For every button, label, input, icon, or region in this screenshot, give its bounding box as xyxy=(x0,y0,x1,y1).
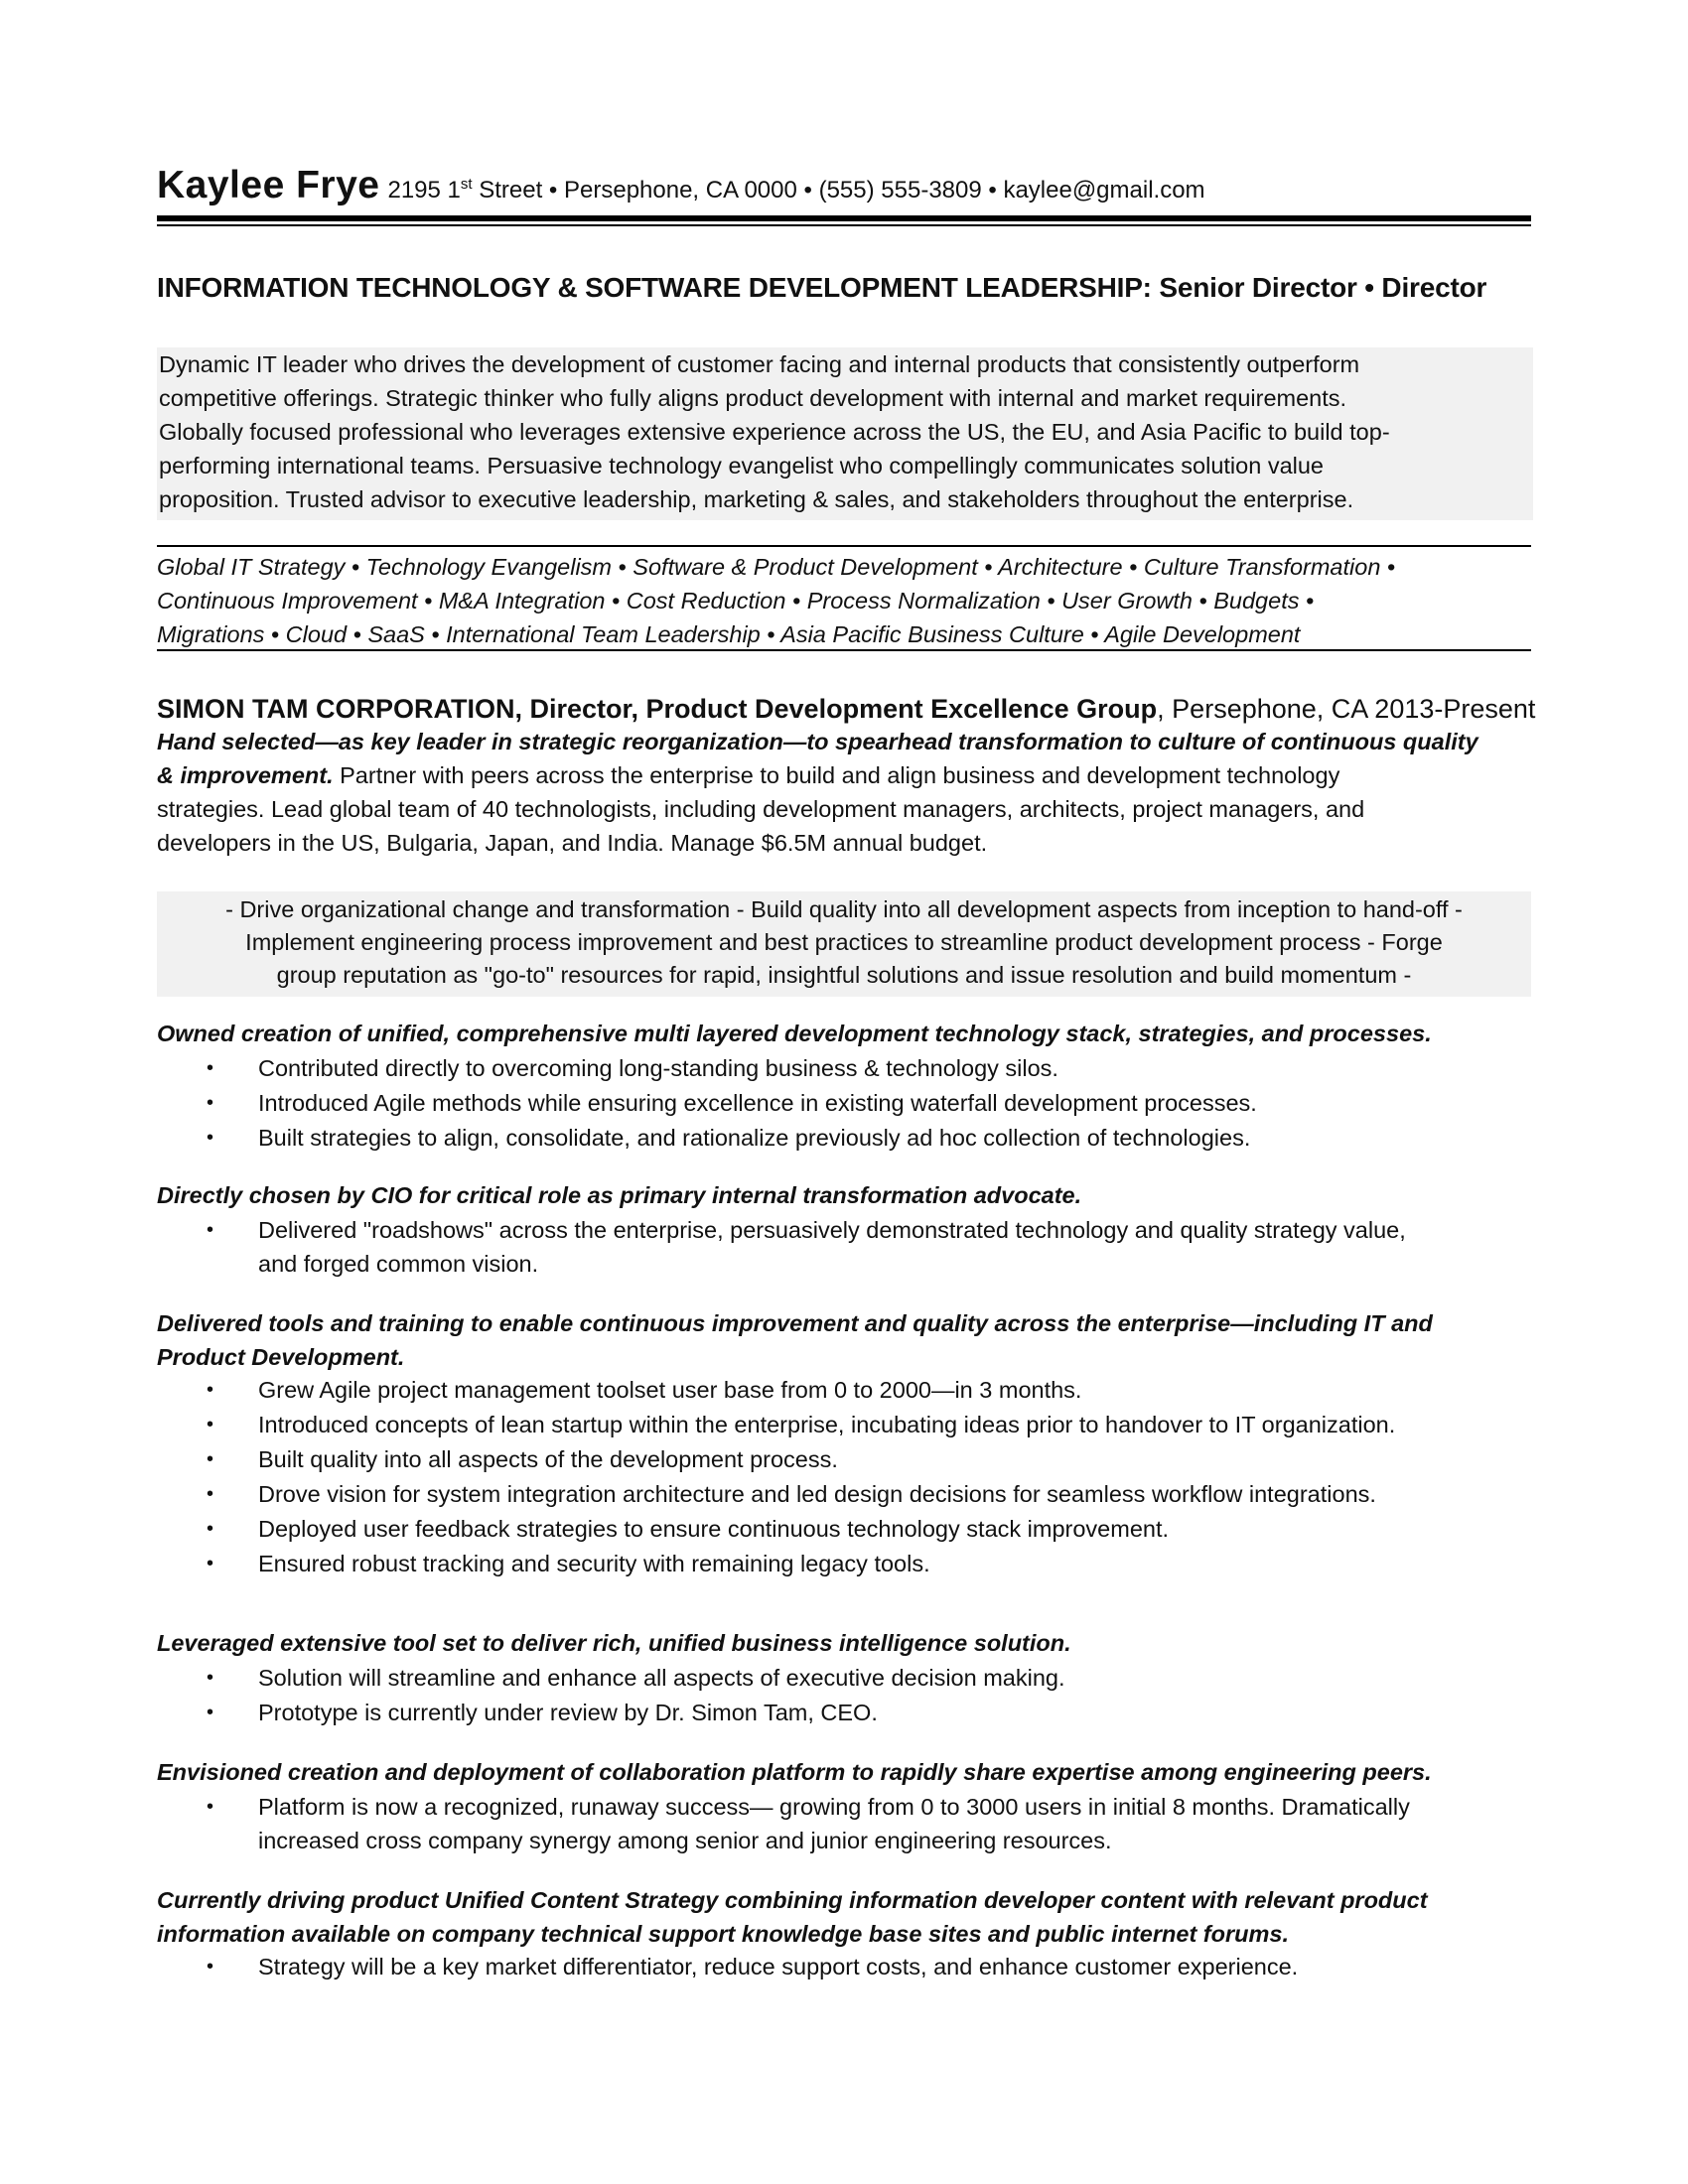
section-lead: Leveraged extensive tool set to deliver rich, unified business intelligence solution. xyxy=(157,1630,1071,1656)
list-item: • Strategy will be a key market differentiator, reduce support costs, and enhance customer experience. xyxy=(157,1950,1531,1984)
job-intro-line: Hand selected—as key leader in strategic reorganization—to spearhead transformation to culture of continuous quality xyxy=(157,729,1478,754)
bullet-icon: • xyxy=(207,1518,214,1540)
bullet-list xyxy=(157,1790,1531,1857)
bullet-icon: • xyxy=(207,1448,214,1470)
bullet-icon: • xyxy=(207,1414,214,1435)
summary-line: Globally focused professional who leverages extensive experience across the US, the EU, and Asia Pacific to build top- xyxy=(159,419,1390,445)
job-intro xyxy=(157,725,1531,860)
bullet-list xyxy=(157,1373,1531,1581)
bullet-icon: • xyxy=(207,1379,214,1401)
list-item: • Deployed user feedback strategies to ensure continuous technology stack improvement. xyxy=(157,1512,1531,1547)
job-heading xyxy=(157,689,1536,729)
section-lead: Product Development. xyxy=(157,1344,405,1370)
list-item: • Platform is now a recognized, runaway success— growing from 0 to 3000 users in initial 8 months. Dramatically increased cross company synergy among senior and junior engineering resources. xyxy=(157,1790,1531,1857)
accomplishment-section xyxy=(157,1306,1531,1581)
accomplishment-section xyxy=(157,1178,1531,1281)
accomplishment-section xyxy=(157,1626,1531,1730)
list-item: • Introduced concepts of lean startup within the enterprise, incubating ideas prior to handover to IT organization. xyxy=(157,1408,1531,1442)
bullet-icon: • xyxy=(207,1702,214,1723)
list-item: • Grew Agile project management toolset user base from 0 to 2000—in 3 months. xyxy=(157,1373,1531,1408)
section-lead: Delivered tools and training to enable continuous improvement and quality across the enterprise—including IT and xyxy=(157,1310,1433,1336)
section-lead: Currently driving product Unified Content Strategy combining information developer content with relevant product xyxy=(157,1887,1428,1913)
summary-line: Dynamic IT leader who drives the development of customer facing and internal products that consistently outperform xyxy=(159,351,1360,377)
list-item: • Drove vision for system integration architecture and led design decisions for seamless workflow integrations. xyxy=(157,1477,1531,1512)
accomplishment-section xyxy=(157,1017,1531,1156)
section-lead: Owned creation of unified, comprehensive multi layered development technology stack, strategies, and processes. xyxy=(157,1021,1432,1046)
bullet-icon: • xyxy=(207,1092,214,1114)
summary-line: proposition. Trusted advisor to executive leadership, marketing & sales, and stakeholders throughout the enterprise. xyxy=(159,486,1354,512)
band-line: group reputation as "go-to" resources for rapid, insightful solutions and issue resolution and build momentum - xyxy=(276,962,1412,988)
job-title: SIMON TAM CORPORATION, Director, Product Development Excellence Group xyxy=(157,694,1158,724)
accomplishment-section xyxy=(157,1755,1531,1857)
keywords-line: Continuous Improvement • M&A Integration • Cost Reduction • Process Normalization • User Growth • Budgets • xyxy=(157,588,1315,614)
list-item: • Ensured robust tracking and security with remaining legacy tools. xyxy=(157,1547,1531,1581)
professional-headline: INFORMATION TECHNOLOGY & SOFTWARE DEVELOPMENT LEADERSHIP: Senior Director • Director xyxy=(157,272,1487,303)
header-rule-thick xyxy=(157,215,1531,221)
list-item: • Solution will streamline and enhance all aspects of executive decision making. xyxy=(157,1661,1531,1696)
bullet-icon: • xyxy=(207,1127,214,1149)
section-lead: Directly chosen by CIO for critical role as primary internal transformation advocate. xyxy=(157,1182,1082,1208)
list-item: • Built strategies to align, consolidate, and rationalize previously ad hoc collection of technologies. xyxy=(157,1121,1531,1156)
summary-line: performing international teams. Persuasive technology evangelist who compellingly communicates solution value xyxy=(159,453,1325,478)
list-item: • Introduced Agile methods while ensuring excellence in existing waterfall development processes. xyxy=(157,1086,1531,1121)
contact-info: 2195 1st Street • Persephone, CA 0000 • (555) 555-3809 • kaylee@gmail.com xyxy=(387,176,1205,204)
keywords-rule-bottom xyxy=(157,649,1531,651)
bullet-icon: • xyxy=(207,1219,214,1241)
list-item: • Contributed directly to overcoming long-standing business & technology silos. xyxy=(157,1051,1531,1086)
bullet-icon: • xyxy=(207,1057,214,1079)
bullet-list xyxy=(157,1950,1531,1984)
bullet-list xyxy=(157,1051,1531,1156)
bullet-icon: • xyxy=(207,1483,214,1505)
accomplishment-section xyxy=(157,1883,1531,1984)
bullet-list xyxy=(157,1213,1531,1281)
header-rule-thin xyxy=(157,224,1531,226)
section-lead: information available on company technical support knowledge base sites and public internet forums. xyxy=(157,1921,1289,1947)
list-item: • Built quality into all aspects of the development process. xyxy=(157,1442,1531,1477)
highlights-band xyxy=(157,891,1531,997)
summary-line: competitive offerings. Strategic thinker who fully aligns product development with internal and market requirements. xyxy=(159,385,1347,411)
job-intro-line: strategies. Lead global team of 40 technologists, including development managers, architects, project managers, and xyxy=(157,796,1365,822)
bullet-icon: • xyxy=(207,1553,214,1574)
bullet-icon: • xyxy=(207,1956,214,1978)
summary-block xyxy=(157,347,1533,520)
job-location-dates: , Persephone, CA 2013-Present xyxy=(1157,694,1536,724)
keywords-rule-top xyxy=(157,545,1531,547)
job-intro-line: developers in the US, Bulgaria, Japan, and India. Manage $6.5M annual budget. xyxy=(157,830,988,856)
candidate-name: Kaylee Frye xyxy=(157,164,380,206)
contact-header xyxy=(157,157,1531,221)
bullet-icon: • xyxy=(207,1796,214,1818)
section-lead: Envisioned creation and deployment of collaboration platform to rapidly share expertise among engineering peers. xyxy=(157,1759,1432,1785)
bullet-list xyxy=(157,1661,1531,1730)
keywords-line: Migrations • Cloud • SaaS • International Team Leadership • Asia Pacific Business Culture • Agile Development xyxy=(157,621,1301,647)
bullet-icon: • xyxy=(207,1667,214,1689)
band-line: - Drive organizational change and transformation - Build quality into all development aspects from inception to hand-off - xyxy=(225,896,1463,922)
keywords-line: Global IT Strategy • Technology Evangelism • Software & Product Development • Architecture • Culture Transformation • xyxy=(157,554,1396,580)
keywords-block xyxy=(157,550,1531,651)
band-line: Implement engineering process improvement and best practices to streamline product development process - Forge xyxy=(245,929,1443,955)
list-item: • Prototype is currently under review by Dr. Simon Tam, CEO. xyxy=(157,1696,1531,1730)
list-item: • Delivered "roadshows" across the enterprise, persuasively demonstrated technology and quality strategy value, and forged common vision. xyxy=(157,1213,1531,1281)
job-intro-line: & improvement. Partner with peers across the enterprise to build and align business and development technology xyxy=(157,762,1340,788)
